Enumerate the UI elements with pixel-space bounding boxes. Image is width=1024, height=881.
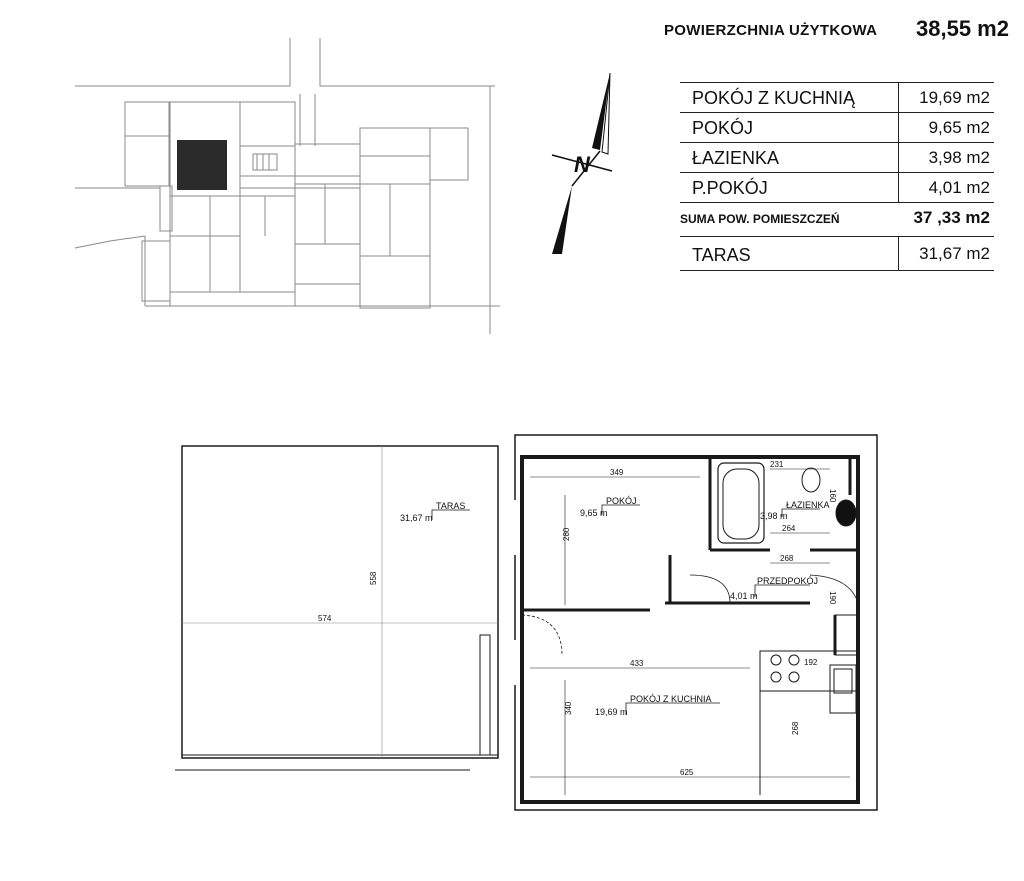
dim-kitchen-side: 268 [791, 721, 800, 735]
dim-kitchen-depth: 340 [564, 701, 573, 715]
bathroom-name: ŁAZIENKA [786, 500, 830, 510]
area-row-room [680, 113, 994, 143]
area-row-hall [680, 173, 994, 203]
highlighted-unit [177, 140, 227, 190]
room-area: 9,65 m [580, 508, 608, 518]
dim-kitchen-counter: 192 [804, 658, 818, 667]
dim-bath-depth: 160 [828, 489, 837, 503]
hall-area: 4,01 m [730, 591, 758, 601]
dim-bath-width: 231 [770, 460, 784, 469]
dim-bath-inner: 264 [782, 524, 796, 533]
hall-name: PRZEDPOKÓJ [757, 576, 819, 586]
usable-area-value: 38,55 m2 [916, 16, 1009, 41]
room-name: POKÓJ [606, 496, 637, 506]
floor-plan [170, 425, 890, 825]
area-row-bathroom [680, 143, 994, 173]
area-name: ŁAZIENKA [692, 148, 780, 168]
area-table [680, 82, 994, 271]
terrace-area: 31,67 m [400, 513, 433, 523]
site-key-plan [70, 36, 500, 336]
usable-area-label: POWIERZCHNIA UŻYTKOWA [664, 22, 878, 39]
kitchen-room-area: 19,69 m [595, 707, 628, 717]
bathroom-area: 3,98 m [760, 511, 788, 521]
dim-room-width: 349 [610, 468, 624, 477]
sum-label: SUMA POW. POMIESZCZEŃ [680, 212, 840, 226]
dim-hall-depth: 190 [828, 591, 837, 605]
sum-value: 37 ,33 m2 [913, 208, 990, 227]
dim-terrace-width: 574 [318, 614, 332, 623]
area-row-sum [680, 203, 994, 237]
terrace-name: TARAS [436, 501, 466, 511]
area-value: 19,69 m2 [919, 88, 990, 107]
dim-hall-width: 268 [780, 554, 794, 563]
dim-terrace-depth: 558 [369, 571, 378, 585]
north-label: N [574, 152, 590, 177]
apartment-outline [515, 435, 877, 810]
dim-room-depth: 280 [562, 527, 571, 541]
area-name: POKÓJ Z KUCHNIĄ [692, 88, 856, 108]
terrace-outline [182, 446, 498, 758]
area-name: P.POKÓJ [692, 178, 768, 198]
area-value: 9,65 m2 [928, 118, 990, 137]
terrace-label: TARAS [692, 245, 751, 265]
area-row-terrace [680, 237, 994, 271]
area-name: POKÓJ [692, 118, 754, 138]
dim-kitchen-width: 433 [630, 659, 644, 668]
area-value: 3,98 m2 [928, 148, 990, 167]
kitchen-room-name: POKÓJ Z KUCHNIA [630, 694, 712, 704]
terrace-value: 31,67 m2 [919, 244, 990, 263]
north-arrow-icon [540, 68, 620, 258]
area-value: 4,01 m2 [928, 178, 990, 197]
dim-total-width: 625 [680, 768, 694, 777]
area-row-kitchen-room [680, 82, 994, 113]
